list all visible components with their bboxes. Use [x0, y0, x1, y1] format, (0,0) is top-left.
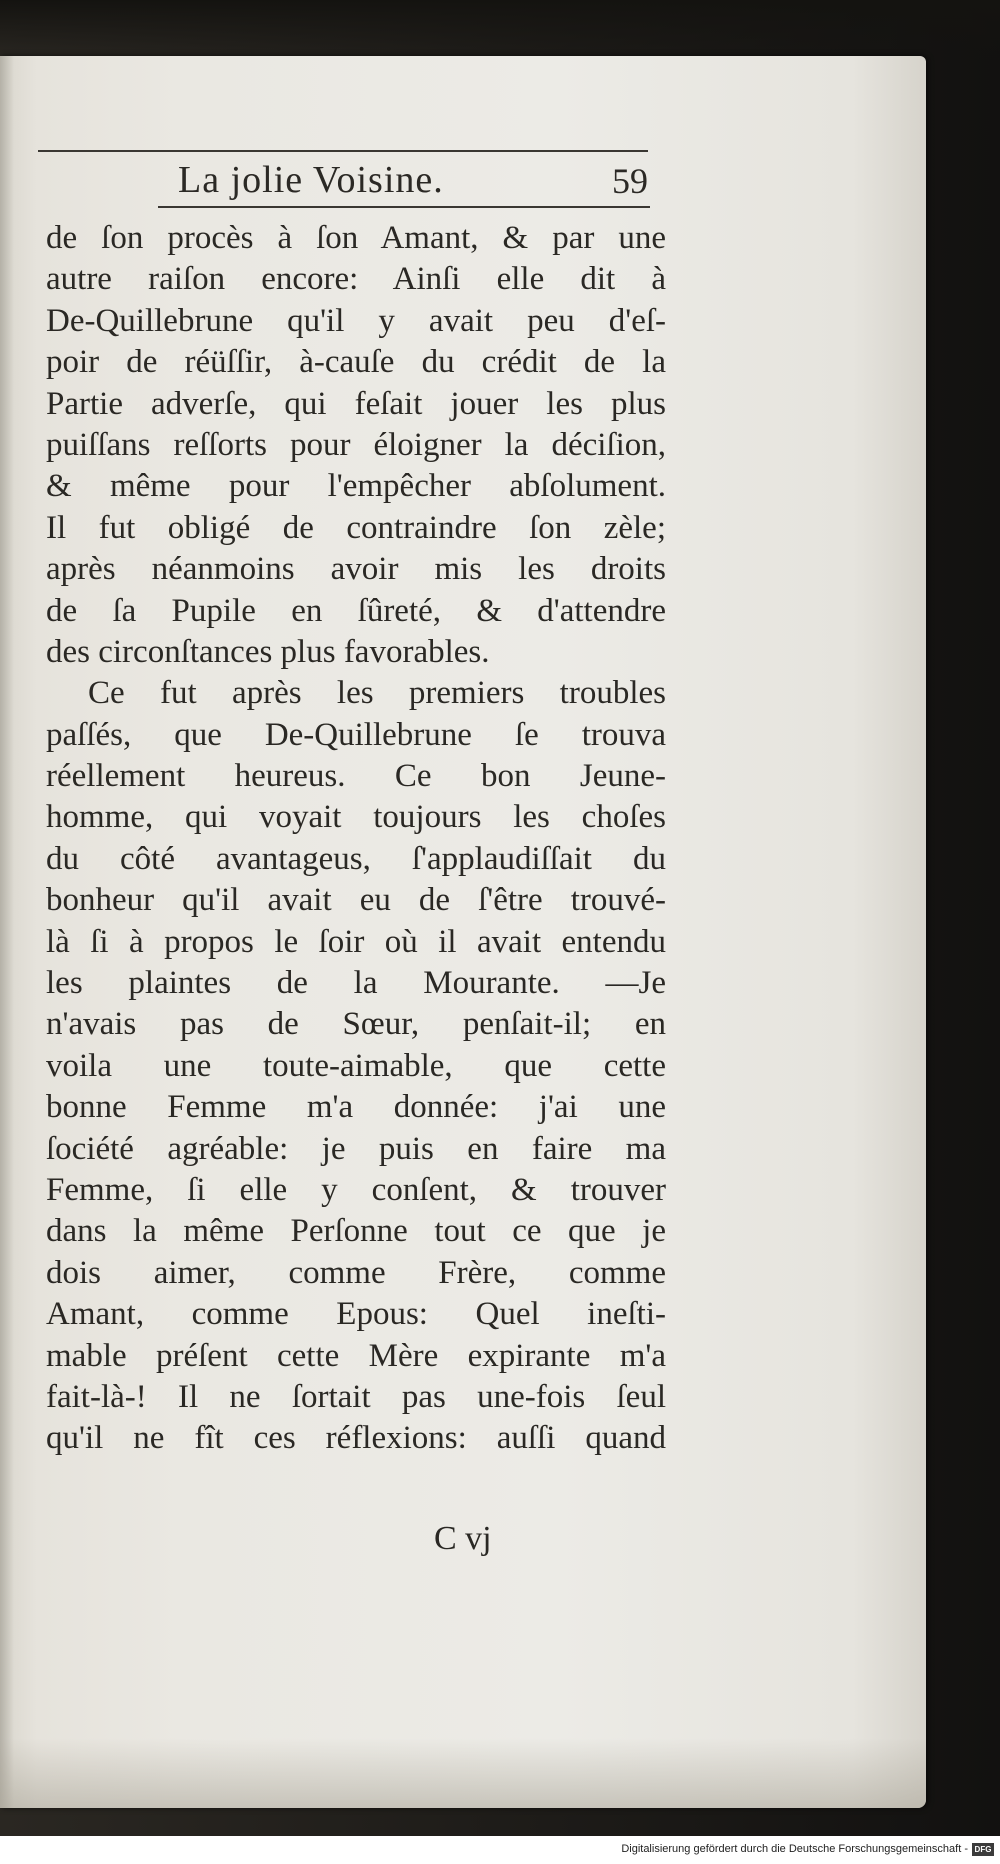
text-line: dois aimer, comme Frère, comme: [46, 1254, 666, 1291]
text-line: là ſi à propos le ſoir où il avait entendu: [46, 923, 666, 960]
header-rule-bottom: [158, 206, 650, 208]
text-line: de ſon procès à ſon Amant, & par une: [46, 220, 666, 256]
text-line: des circonſtances plus favorables.: [46, 633, 490, 670]
text-line: les plaintes de la Mourante. —Je: [46, 965, 666, 1002]
page-gutter-shade: [0, 56, 14, 1808]
text-line: ſociété agréable: je puis en faire ma: [46, 1130, 666, 1167]
text-line: n'avais pas de Sœur, penſait-il; en: [46, 1006, 666, 1043]
signature-mark: C vj: [434, 1520, 492, 1557]
text-line: après néanmoins avoir mis les droits: [46, 551, 666, 588]
page-bottom-shade: [0, 1738, 926, 1808]
text-line: & même pour l'empêcher abſolument.: [46, 468, 666, 505]
text-line: de ſa Pupile en ſûreté, & d'attendre: [46, 592, 666, 629]
text-line: dans la même Perſonne tout ce que je: [46, 1213, 666, 1250]
text-line: voila une toute-aimable, que cette: [46, 1047, 666, 1084]
text-line: Femme, ſi elle y conſent, & trouver: [46, 1171, 666, 1208]
digitization-credit: Digitalisierung gefördert durch die Deutsche Forschungsgemeinschaft -: [621, 1843, 968, 1855]
text-line: du côté avantageus, ſ'applaudiſſait du: [46, 840, 666, 877]
text-line: homme, qui voyait toujours les choſes: [46, 799, 666, 836]
text-line: paſſés, que De-Quillebrune ſe trouva: [46, 716, 666, 753]
text-line: Partie adverſe, qui feſait jouer les plus: [46, 385, 666, 422]
text-line: bonheur qu'il avait eu de ſ'être trouvé-: [46, 882, 666, 919]
header-rule-top: [38, 150, 648, 152]
body-text: [46, 218, 666, 1460]
text-line: De-Quillebrune qu'il y avait peu d'eſ-: [46, 302, 666, 339]
text-line: fait-là-! Il ne ſortait pas une-fois ſeul: [46, 1378, 666, 1415]
text-line: qu'il ne fît ces réflexions: auſſi quand: [46, 1420, 666, 1457]
footer-bar: [0, 1836, 1000, 1864]
text-line: Ce fut après les premiers troubles: [88, 675, 666, 712]
text-line: poir de réüſſir, à-cauſe du crédit de la: [46, 344, 666, 381]
text-line: autre raiſon encore: Ainſi elle dit à: [46, 261, 666, 298]
scan-top-shadow: [0, 0, 1000, 60]
text-line: bonne Femme m'a donnée: j'ai une: [46, 1089, 666, 1126]
dfg-logo-icon: DFG: [972, 1843, 994, 1856]
running-title: La jolie Voisine.: [178, 159, 444, 201]
text-line: Il fut obligé de contraindre ſon zèle;: [46, 509, 666, 546]
text-line: Amant, comme Epous: Quel ineſti-: [46, 1296, 666, 1333]
text-line: réellement heureus. Ce bon Jeune-: [46, 758, 666, 795]
page-number: 59: [612, 161, 648, 201]
text-line: puiſſans reſſorts pour éloigner la déciſion,: [46, 426, 666, 463]
text-line: mable préſent cette Mère expirante m'a: [46, 1337, 666, 1374]
